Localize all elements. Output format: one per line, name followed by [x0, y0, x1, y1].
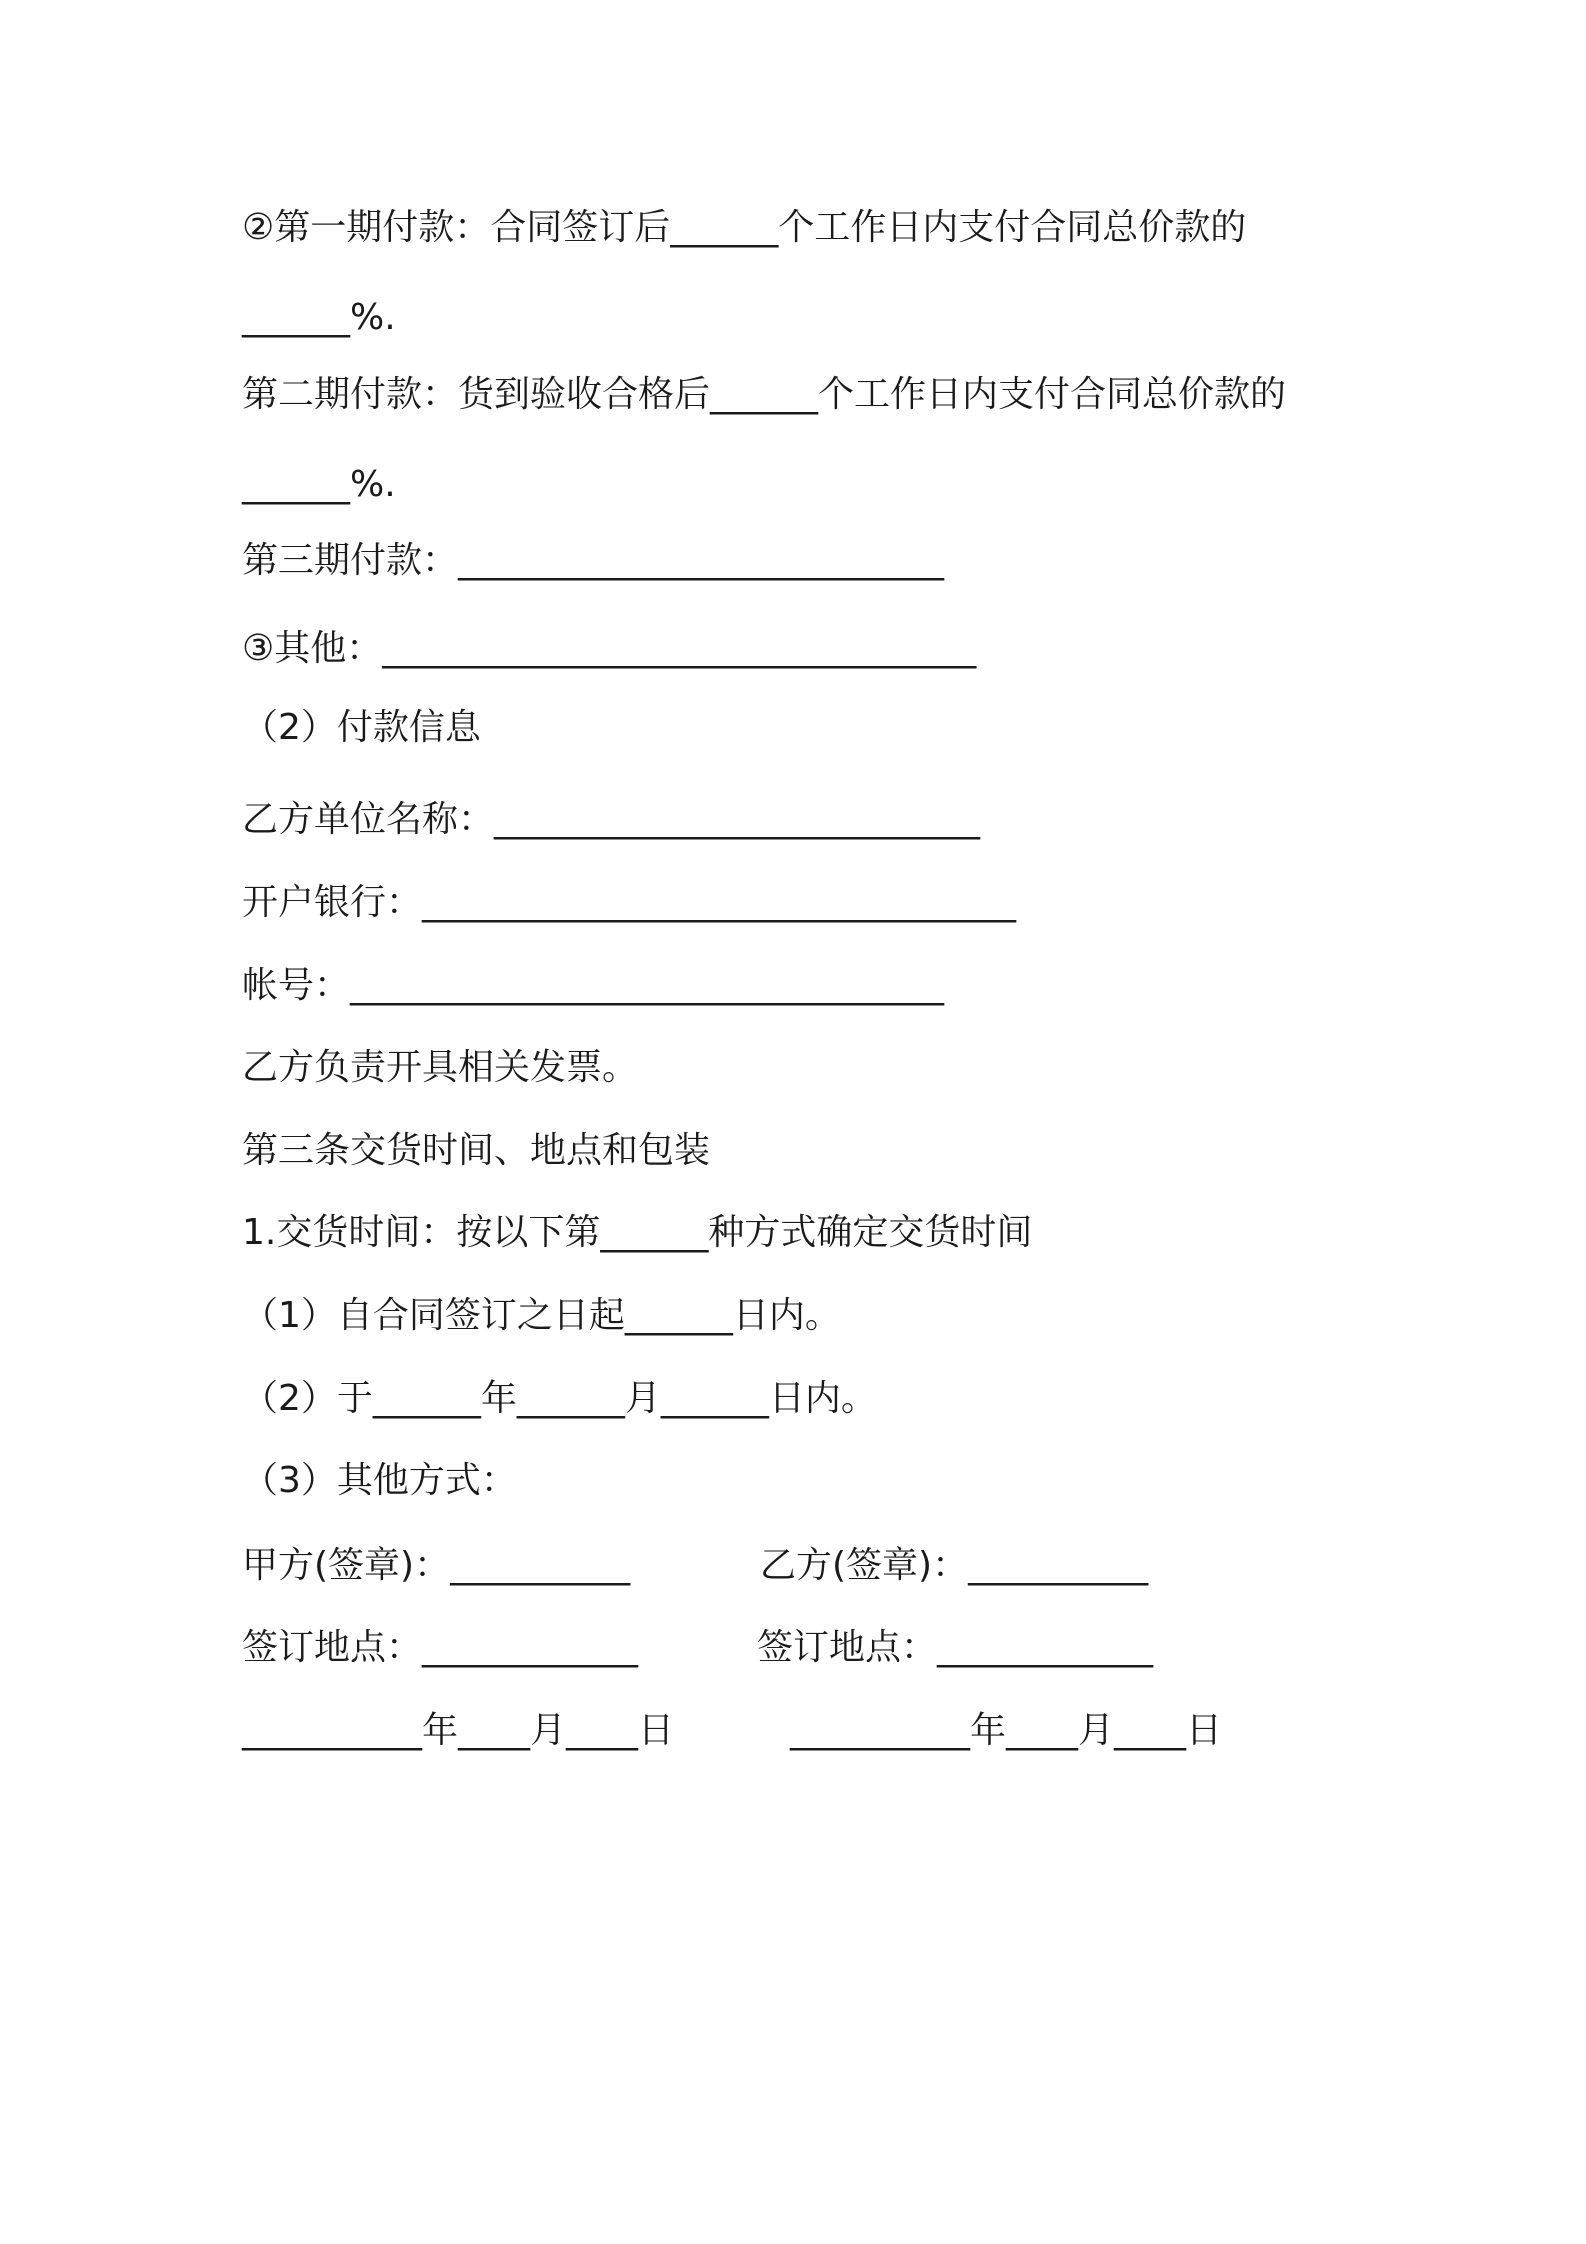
party-a-seal-line: 甲方(签章)：__________ — [242, 1545, 631, 1586]
bank-line: 开户银行：_________________________________ — [242, 882, 1017, 923]
first-installment-percent: ______%. — [242, 297, 396, 338]
article-three-title: 第三条交货时间、地点和包装 — [242, 1130, 711, 1171]
account-line: 帐号：_________________________________ — [242, 965, 945, 1006]
payment-info-heading: （2）付款信息 — [242, 707, 481, 748]
invoice-note: 乙方负责开具相关发票。 — [242, 1047, 639, 1088]
delivery-time-line: 1.交货时间：按以下第______种方式确定交货时间 — [242, 1212, 1033, 1253]
second-installment-percent: ______%. — [242, 464, 396, 505]
party-b-date-line: __________年____月____日 — [790, 1710, 1222, 1751]
delivery-option-1: （1）自合同签订之日起______日内。 — [242, 1295, 841, 1336]
party-b-seal-line: 乙方(签章)：__________ — [760, 1545, 1149, 1586]
party-b-place-line: 签订地点：____________ — [757, 1627, 1154, 1668]
party-a-place-line: 签订地点：____________ — [242, 1627, 639, 1668]
first-installment-line: ②第一期付款：合同签订后______个工作日内支付合同总价款的 — [242, 207, 1247, 248]
delivery-option-2: （2）于______年______月______日内。 — [242, 1378, 877, 1419]
party-b-name-line: 乙方单位名称：___________________________ — [242, 799, 981, 840]
third-installment-line: 第三期付款：___________________________ — [242, 540, 945, 581]
delivery-option-3: （3）其他方式： — [242, 1460, 517, 1501]
second-installment-line: 第二期付款：货到验收合格后______个工作日内支付合同总价款的 — [242, 374, 1287, 415]
other-payment-line: ③其他：_________________________________ — [242, 628, 977, 669]
party-a-date-line: __________年____月____日 — [242, 1710, 674, 1751]
